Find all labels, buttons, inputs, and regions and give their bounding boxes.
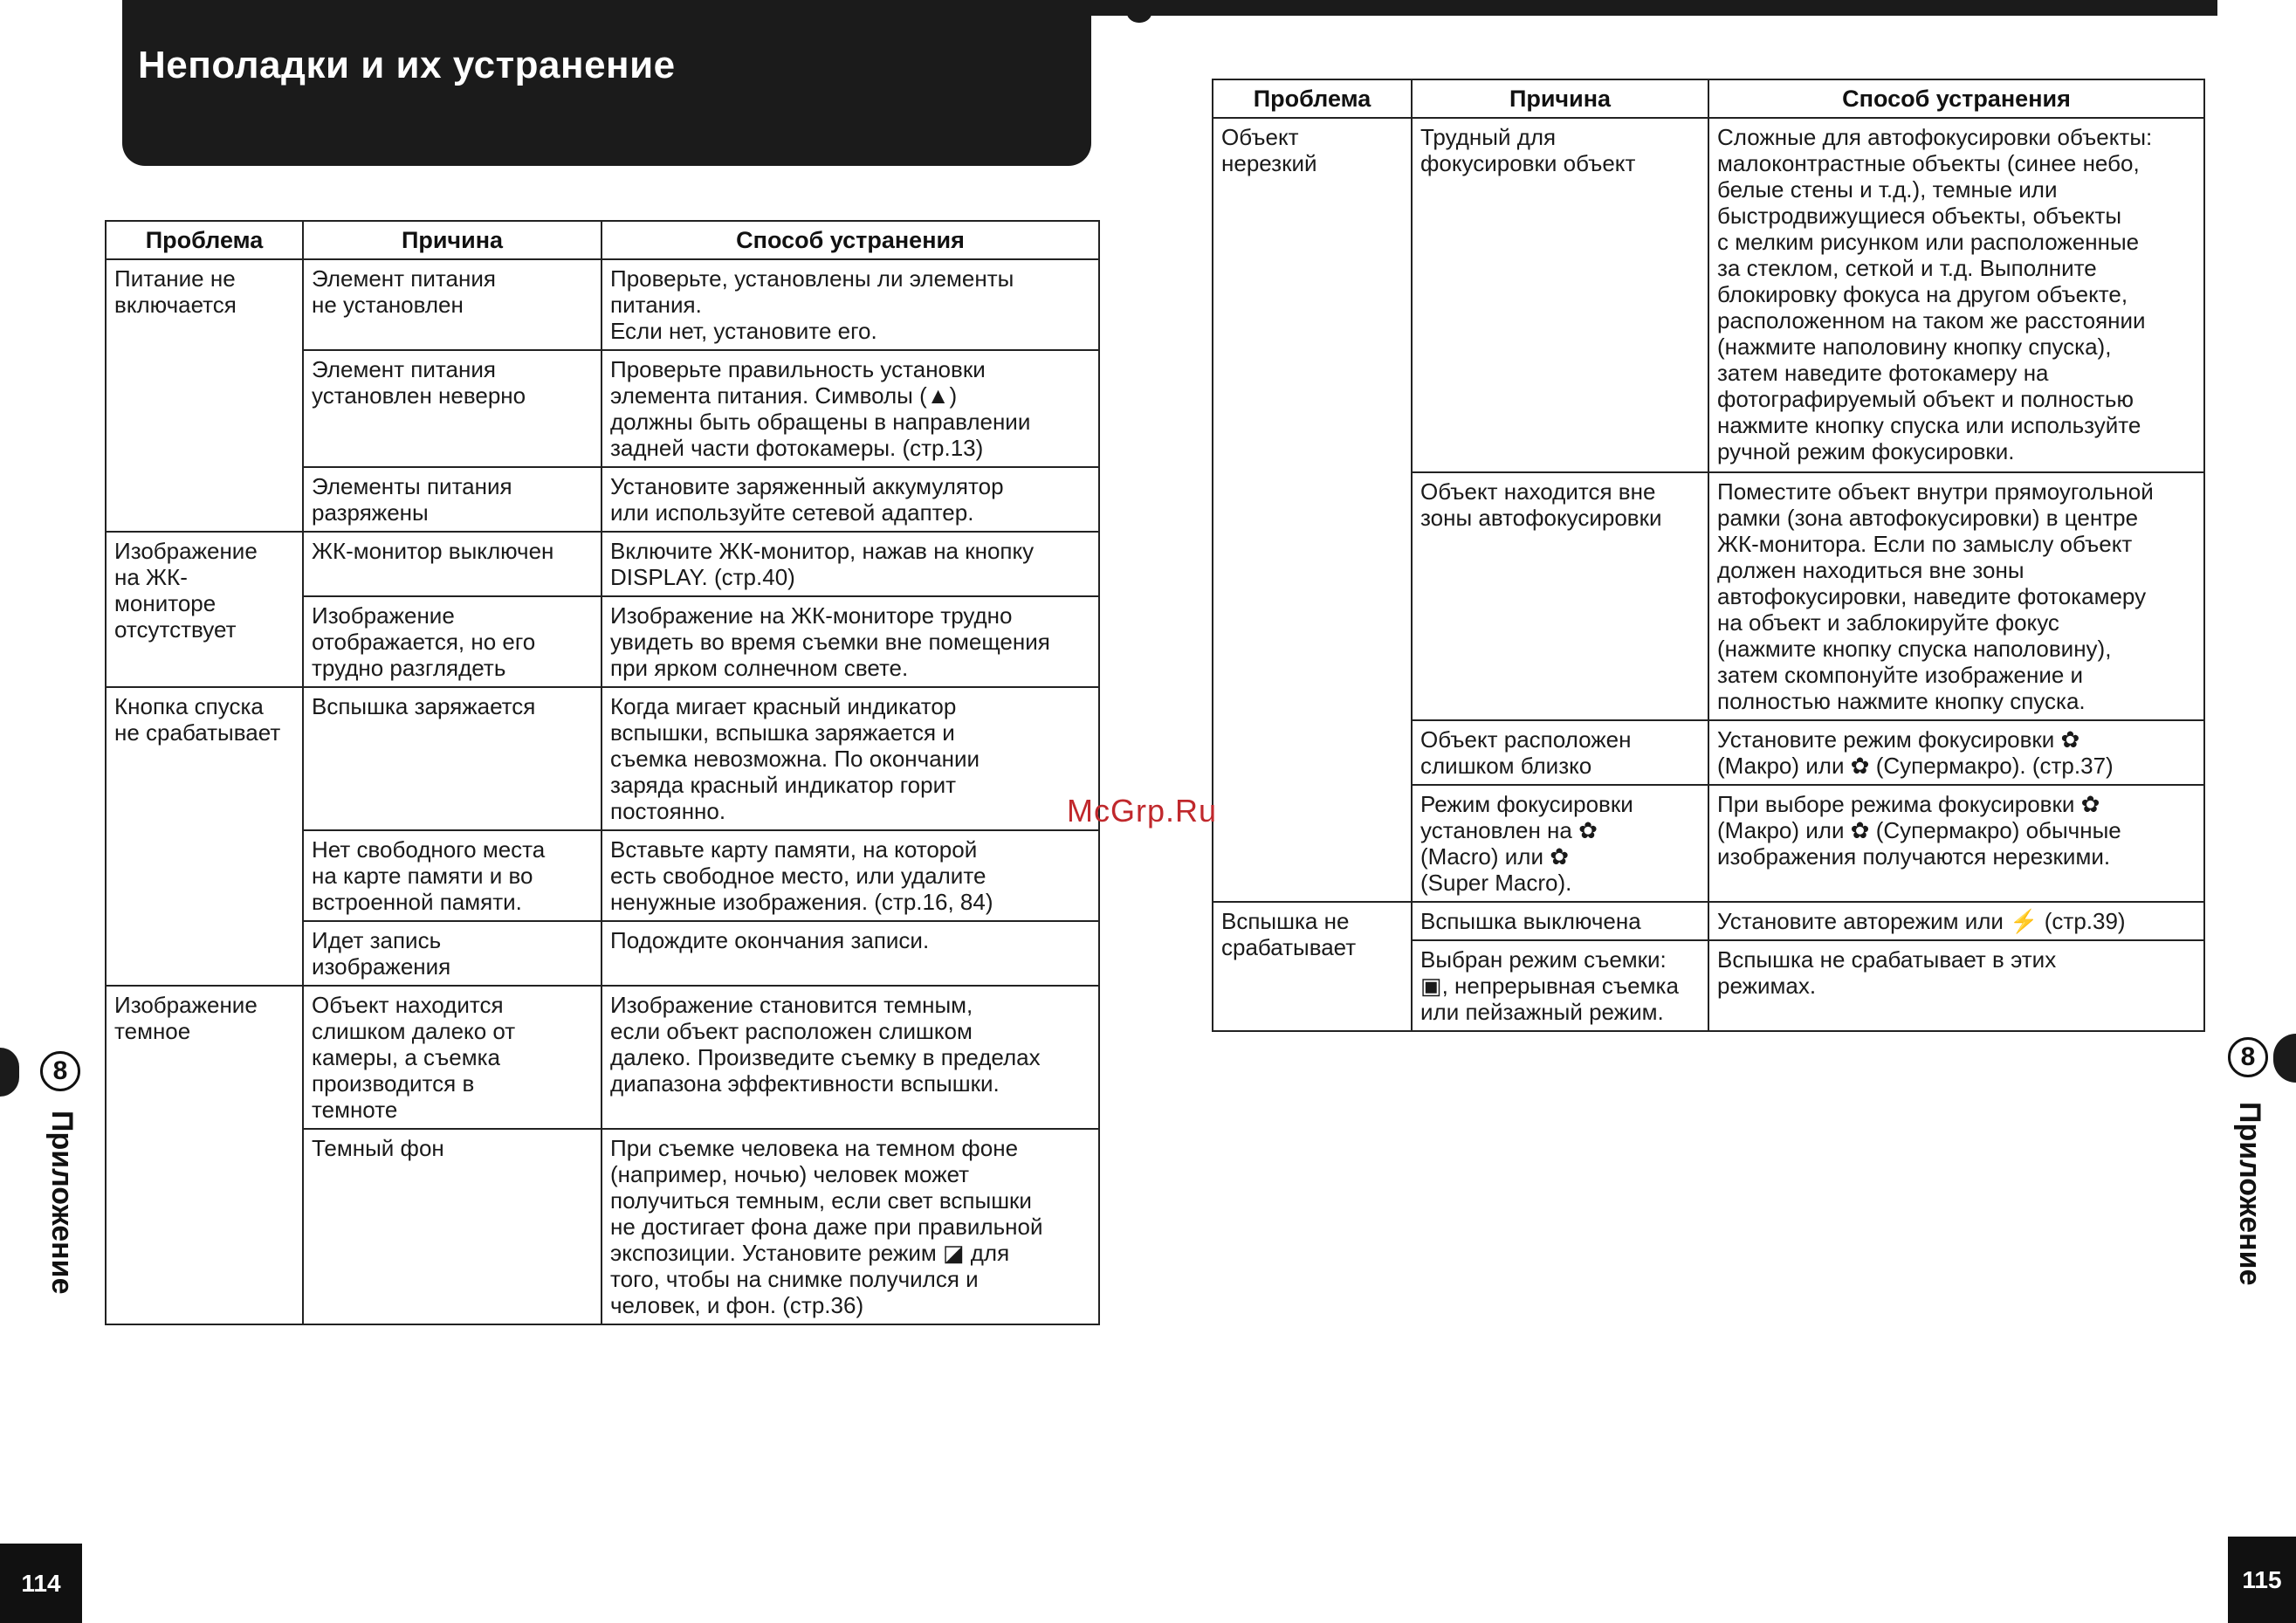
column-header-problem: Проблема: [1213, 79, 1412, 118]
column-header-solution: Способ устранения: [601, 221, 1099, 259]
cause-cell: Объект находится слишком далеко от камеры, а съемка производится в темноте: [303, 986, 601, 1129]
right-chapter-label: Приложение: [2233, 1102, 2266, 1286]
problem-cell: Вспышка не срабатывает: [1213, 902, 1412, 1031]
solution-cell: Проверьте, установлены ли элементы питания. Если нет, установите его.: [601, 259, 1099, 350]
problem-cell: Изображение на ЖК- мониторе отсутствует: [106, 532, 303, 687]
solution-cell: Установите режим фокусировки ✿ (Макро) или ✿ (Супермакро). (стр.37): [1708, 720, 2204, 785]
solution-cell: Установите заряженный аккумулятор или используйте сетевой адаптер.: [601, 467, 1099, 532]
solution-cell: Изображение на ЖК-мониторе трудно увидеть во время съемки вне помещения при ярком солнечном свете.: [601, 596, 1099, 687]
cause-cell: Темный фон: [303, 1129, 601, 1324]
problem-cell: Кнопка спуска не срабатывает: [106, 687, 303, 986]
left-chapter-number: 8: [40, 1051, 80, 1091]
solution-cell: Установите авторежим или ⚡ (стр.39): [1708, 902, 2204, 940]
cause-cell: Вспышка заряжается: [303, 687, 601, 830]
right-chapter-number: 8: [2228, 1037, 2268, 1077]
solution-cell: Вспышка не срабатывает в этих режимах.: [1708, 940, 2204, 1031]
header-strip-notch: [1126, 9, 1152, 23]
solution-cell: Сложные для автофокусировки объекты: малоконтрастные объекты (синее небо, белые стены и т.д.), темные или быстродвижущиеся объекты, объекты с мелким рисунком или расположенные за стеклом, сеткой и т.д. Выполните блокировку фокуса на другом объекте, расположенном на таком же расстоянии (нажмите наполовину кнопку спуска), затем наведите фотокамеру на фотографируемый объект и полностью нажмите кнопку спуска или используйте ручной режим фокусировки.: [1708, 118, 2204, 472]
left-chapter-label: Приложение: [45, 1111, 79, 1295]
left-troubleshooting-table: [105, 220, 1100, 1325]
solution-cell: Изображение становится темным, если объект расположен слишком далеко. Произведите съемку в пределах диапазона эффективности вспышки.: [601, 986, 1099, 1129]
column-header-cause: Причина: [1412, 79, 1708, 118]
page-number-right: 115: [2228, 1537, 2296, 1623]
table-row: [106, 687, 1099, 830]
table-row: [1213, 902, 2204, 940]
column-header-solution: Способ устранения: [1708, 79, 2204, 118]
watermark: McGrp.Ru: [1067, 793, 1218, 829]
solution-cell: Включите ЖК-монитор, нажав на кнопку DISPLAY. (стр.40): [601, 532, 1099, 596]
table-header-row: [106, 221, 1099, 259]
problem-cell: Объект нерезкий: [1213, 118, 1412, 902]
table-row: [1213, 118, 2204, 472]
problem-cell: Изображение темное: [106, 986, 303, 1324]
column-header-cause: Причина: [303, 221, 601, 259]
page-title: Неполадки и их устранение: [138, 44, 676, 86]
cause-cell: Объект расположен слишком близко: [1412, 720, 1708, 785]
cause-cell: Нет свободного места на карте памяти и во встроенной памяти.: [303, 830, 601, 921]
cause-cell: Трудный для фокусировки объект: [1412, 118, 1708, 472]
right-side-tab-marker: [2273, 1034, 2296, 1083]
cause-cell: Идет запись изображения: [303, 921, 601, 986]
cause-cell: Изображение отображается, но его трудно разглядеть: [303, 596, 601, 687]
solution-cell: При выборе режима фокусировки ✿ (Макро) или ✿ (Супермакро) обычные изображения получаются нерезкими.: [1708, 785, 2204, 902]
solution-cell: Поместите объект внутри прямоугольной рамки (зона автофокусировки) в центре ЖК-монитора. Если по замыслу объект должен находиться вне зоны автофокусировки, наведите фотокамеру на объект и заблокируйте фокус (нажмите кнопку спуска наполовину), затем скомпонуйте изображение и полностью нажмите кнопку спуска.: [1708, 472, 2204, 720]
column-header-problem: Проблема: [106, 221, 303, 259]
cause-cell: Элемент питания не установлен: [303, 259, 601, 350]
problem-cell: Питание не включается: [106, 259, 303, 532]
solution-cell: Когда мигает красный индикатор вспышки, вспышка заряжается и съемка невозможна. По окончании заряда красный индикатор горит постоянно.: [601, 687, 1099, 830]
cause-cell: Режим фокусировки установлен на ✿ (Macro) или ✿ (Super Macro).: [1412, 785, 1708, 902]
solution-cell: Вставьте карту памяти, на которой есть свободное место, или удалите ненужные изображения. (стр.16, 84): [601, 830, 1099, 921]
table-row: [106, 532, 1099, 596]
cause-cell: Объект находится вне зоны автофокусировки: [1412, 472, 1708, 720]
cause-cell: ЖК-монитор выключен: [303, 532, 601, 596]
cause-cell: Элемент питания установлен неверно: [303, 350, 601, 467]
page-number-left: 114: [0, 1544, 82, 1623]
solution-cell: Подождите окончания записи.: [601, 921, 1099, 986]
right-troubleshooting-table: [1212, 79, 2205, 1032]
solution-cell: Проверьте правильность установки элемента питания. Символы (▲) должны быть обращены в направлении задней части фотокамеры. (стр.13): [601, 350, 1099, 467]
solution-cell: При съемке человека на темном фоне (например, ночью) человек может получиться темным, если свет вспышки не достигает фона даже при правильной экспозиции. Установите режим ◪ для того, чтобы на снимке получился и человек, и фон. (стр.36): [601, 1129, 1099, 1324]
table-header-row: [1213, 79, 2204, 118]
left-side-tab-marker: [0, 1048, 19, 1097]
cause-cell: Элементы питания разряжены: [303, 467, 601, 532]
table-row: [106, 986, 1099, 1129]
cause-cell: Вспышка выключена: [1412, 902, 1708, 940]
header-strip: [1091, 0, 2217, 16]
cause-cell: Выбран режим съемки: ▣, непрерывная съемка или пейзажный режим.: [1412, 940, 1708, 1031]
table-row: [106, 259, 1099, 350]
